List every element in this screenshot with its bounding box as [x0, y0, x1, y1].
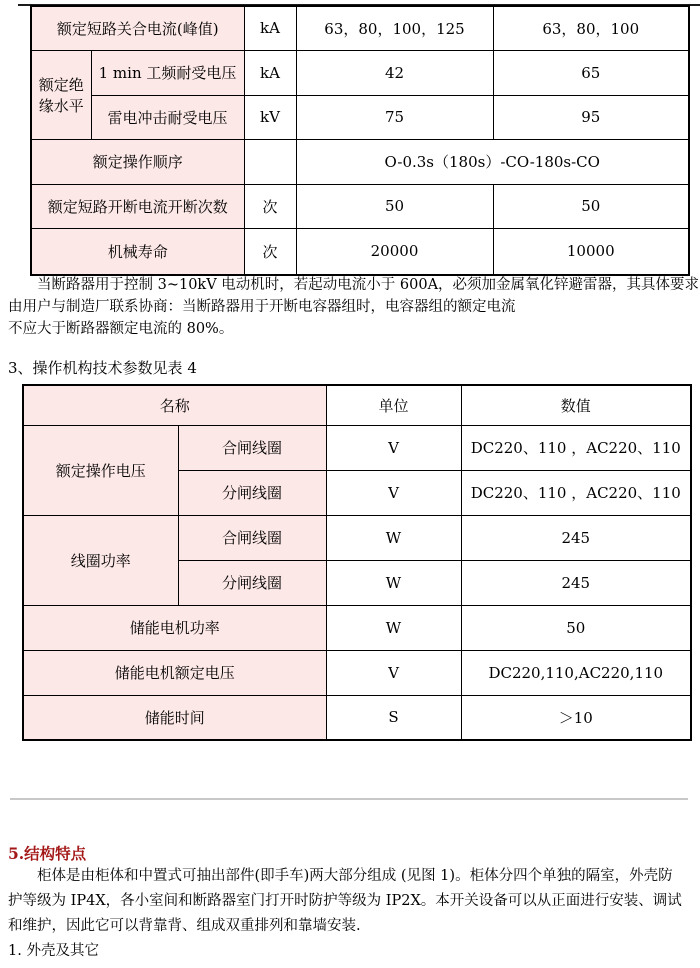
unit-cell: S [326, 695, 461, 740]
unit-cell: kV [244, 95, 296, 139]
unit-cell: W [326, 605, 461, 650]
value-cell: 75 [296, 95, 493, 139]
table-header-row [23, 385, 691, 425]
row-label-cell: 额定短路开断电流开断次数 [31, 184, 244, 228]
breaker-params-table [30, 5, 690, 276]
subsection-title: 1. 外壳及其它 [8, 943, 99, 959]
row-label-cell: 额定短路关合电流(峰值) [31, 6, 244, 50]
section5-title: 5.结构特点 [8, 844, 87, 863]
table-row [31, 6, 689, 50]
value-cell: 245 [461, 560, 691, 605]
value-cell: 63，80，100，125 [296, 6, 493, 50]
group-label-cell: 线圈功率 [23, 515, 178, 605]
table-row [23, 515, 691, 560]
sub-label-cell: 合闸线圈 [178, 425, 326, 470]
table-row [31, 184, 689, 228]
value-cell: 50 [296, 184, 493, 228]
header-name-cell: 名称 [23, 385, 326, 425]
value-cell: DC220、110 ，AC220、110 [461, 470, 691, 515]
value-cell: DC220,110,AC220,110 [461, 650, 691, 695]
group-label-cell: 额定操作电压 [23, 425, 178, 515]
header-value-cell: 数值 [461, 385, 691, 425]
unit-cell: 次 [244, 228, 296, 275]
value-cell: 63，80，100 [493, 6, 689, 50]
unit-cell: V [326, 470, 461, 515]
table-row [23, 605, 691, 650]
value-cell: DC220、110 ，AC220、110 [461, 425, 691, 470]
paragraph-line: 不应大于断路器额定电流的 80%。 [8, 321, 234, 337]
paragraph-line: 由用户与制造厂联系协商：当断路器用于开断电容器组时，电容器组的额定电流 [8, 299, 516, 315]
value-cell: 245 [461, 515, 691, 560]
table-row [31, 139, 689, 184]
paragraph-line: 柜体是由柜体和中置式可抽出部件(即手车)两大部分组成 (见图 1)。柜体分四个单独的隔室，外壳防 [37, 868, 673, 884]
section-divider [10, 798, 688, 800]
table-row [31, 95, 689, 139]
table-row [31, 228, 689, 275]
value-cell: 65 [493, 50, 689, 95]
row-label-cell: 额定操作顺序 [31, 139, 244, 184]
mechanism-params-table [22, 384, 692, 741]
value-cell: 20000 [296, 228, 493, 275]
row-label-cell: 1 min 工频耐受电压 [91, 50, 244, 95]
row-label-cell: 储能电机功率 [23, 605, 326, 650]
value-cell: 50 [461, 605, 691, 650]
paragraph-line: 当断路器用于控制 3~10kV 电动机时，若起动电流小于 600A，必须加金属氧化锌避雷器，其具体要求 [37, 277, 700, 293]
value-cell: 42 [296, 50, 493, 95]
paragraph-line: 和维护，因此它可以背靠背、组成双重排列和靠墙安装. [8, 918, 361, 934]
row-label-cell: 储能电机额定电压 [23, 650, 326, 695]
sub-label-cell: 合闸线圈 [178, 515, 326, 560]
table-row [23, 695, 691, 740]
table-row [31, 50, 689, 95]
unit-cell: W [326, 560, 461, 605]
unit-cell: W [326, 515, 461, 560]
table-row [23, 425, 691, 470]
value-cell: ＞10 [461, 695, 691, 740]
value-cell: 50 [493, 184, 689, 228]
note-paragraph [8, 274, 698, 340]
unit-cell: kA [244, 6, 296, 50]
value-cell: O-0.3s（180s）-CO-180s-CO [296, 139, 689, 184]
table-row [23, 650, 691, 695]
paragraph-line: 护等级为 IP4X，各小室间和断路器室门打开时防护等级为 IP2X。本开关设备可以从正面进行安装、调试 [8, 893, 682, 909]
section3-title: 3、操作机构技术参数见表 4 [8, 359, 197, 377]
group-label-cell: 额定绝缘水平 [31, 50, 91, 139]
section5-paragraph [8, 864, 698, 964]
unit-cell: 次 [244, 184, 296, 228]
unit-cell: V [326, 650, 461, 695]
sub-label-cell: 分闸线圈 [178, 560, 326, 605]
value-cell: 95 [493, 95, 689, 139]
unit-cell [244, 139, 296, 184]
row-label-cell: 机械寿命 [31, 228, 244, 275]
unit-cell: V [326, 425, 461, 470]
row-label-cell: 雷电冲击耐受电压 [91, 95, 244, 139]
row-label-cell: 储能时间 [23, 695, 326, 740]
sub-label-cell: 分闸线圈 [178, 470, 326, 515]
header-unit-cell: 单位 [326, 385, 461, 425]
unit-cell: kA [244, 50, 296, 95]
value-cell: 10000 [493, 228, 689, 275]
